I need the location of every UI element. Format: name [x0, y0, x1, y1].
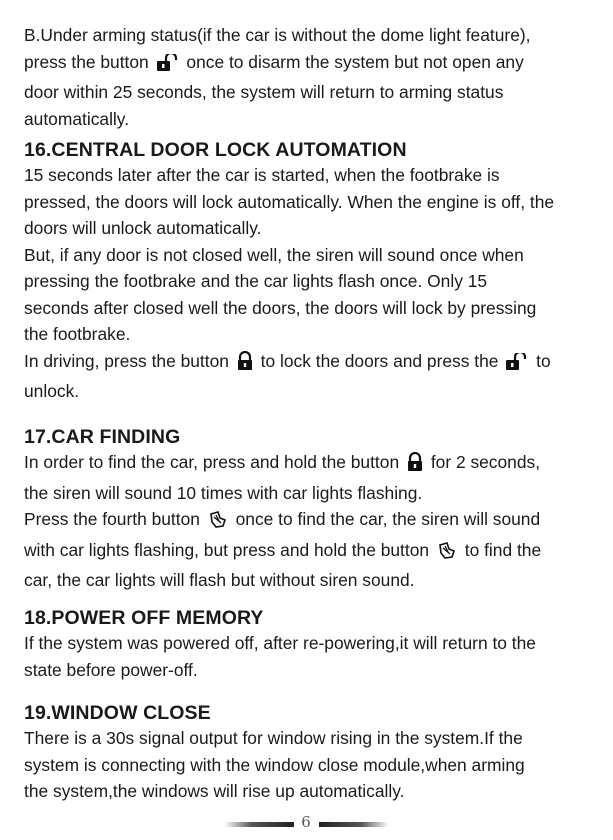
paragraph-line: unlock. — [24, 381, 80, 401]
unlock-icon — [505, 352, 529, 379]
text-run: In order to find the car, press and hold the button — [24, 452, 400, 472]
paragraph-line: pressed, the doors will lock automatically. When the engine is off, the — [24, 191, 555, 212]
text-run: Press the fourth button — [24, 509, 200, 529]
text-run: to — [536, 350, 551, 371]
paragraph-line — [24, 506, 590, 537]
paragraph-line: 15 seconds later after the car is started, when the footbrake is — [24, 165, 500, 185]
paragraph-line — [24, 537, 590, 568]
paragraph-line: B.Under arming status(if the car is without the dome light feature), — [24, 25, 531, 45]
section-heading: 18.POWER OFF MEMORY — [24, 607, 264, 629]
paragraph-line: doors will unlock automatically. — [24, 218, 262, 238]
lock-icon — [236, 351, 254, 379]
page-footer — [0, 811, 613, 837]
paragraph-line — [24, 348, 590, 379]
car-find-icon — [207, 509, 229, 537]
section-17 — [24, 425, 590, 594]
section-heading: 16.CENTRAL DOOR LOCK AUTOMATION — [24, 139, 407, 161]
text-run: press the button — [24, 51, 149, 72]
footer-rule-right — [319, 822, 389, 827]
paragraph-line: car, the car lights will flash but without siren sound. — [24, 570, 415, 590]
section-b — [24, 22, 590, 132]
text-run: for 2 seconds, — [430, 452, 541, 472]
paragraph-line: door within 25 seconds, the system will return to arming status — [24, 82, 504, 102]
footer-rule-left — [224, 822, 294, 827]
paragraph-line: seconds after closed well the doors, the doors will lock by pressing — [24, 297, 537, 318]
text-run: In driving, press the button — [24, 350, 229, 371]
text-run: once to find the car, the siren will sound — [235, 509, 541, 529]
car-find-icon — [436, 540, 458, 568]
section-16 — [24, 138, 590, 405]
paragraph-line — [24, 49, 590, 80]
section-heading: 17.CAR FINDING — [24, 426, 181, 448]
paragraph-line: There is a 30s signal output for window rising in the system.If the — [24, 728, 523, 748]
section-19 — [24, 701, 590, 805]
unlock-icon — [156, 53, 180, 80]
text-run: to lock the doors and press the — [260, 350, 499, 371]
text-run: once to disarm the system but not open any — [186, 51, 524, 72]
paragraph-line: pressing the footbrake and the car lights flash once. Only 15 — [24, 271, 488, 291]
section-heading: 19.WINDOW CLOSE — [24, 702, 211, 724]
paragraph-line: automatically. — [24, 108, 130, 129]
paragraph-line: state before power-off. — [24, 659, 198, 680]
page-number: 6 — [301, 813, 311, 831]
paragraph-line: the footbrake. — [24, 324, 131, 344]
paragraph-line: If the system was powered off, after re-powering,it will return to the — [24, 633, 536, 653]
paragraph-line: system is connecting with the window close module,when arming — [24, 754, 525, 775]
paragraph-line: the system,the windows will rise up automatically. — [24, 781, 405, 801]
section-18 — [24, 606, 590, 683]
paragraph-line — [24, 449, 590, 480]
lock-icon — [406, 452, 424, 480]
paragraph-line: the siren will sound 10 times with car lights flashing. — [24, 482, 423, 503]
paragraph-line: But, if any door is not closed well, the siren will sound once when — [24, 244, 524, 265]
text-run: to find the — [464, 539, 542, 560]
text-run: with car lights flashing, but press and hold the button — [24, 539, 430, 560]
